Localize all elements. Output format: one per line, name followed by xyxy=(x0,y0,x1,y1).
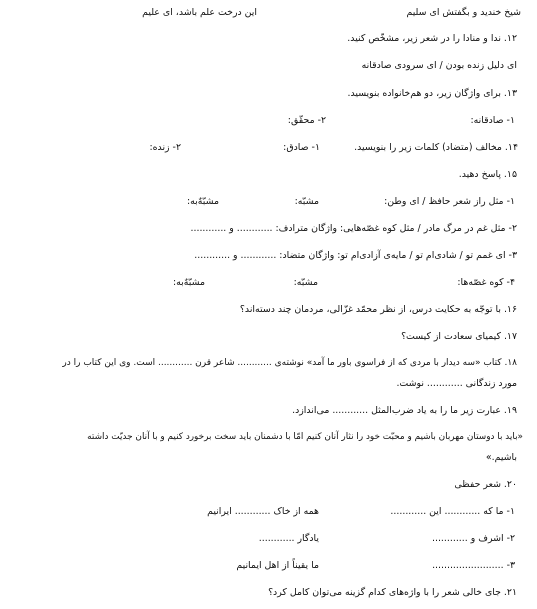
question-19-quote-end: باشیم.» xyxy=(485,452,517,463)
poem-line-left: این درخت علم باشد، ای علیم xyxy=(142,7,257,18)
question-15-item-4-mushabbah: مشبّه: xyxy=(293,277,318,288)
memorized-poem-1-right: ۱- ما که ............ این ............ xyxy=(390,506,515,517)
question-16: ۱۶. با توجّه به حکایت درس، از نظر محمّد غزّالی، مردمان چند دسته‌اند؟ xyxy=(239,304,517,315)
question-15: ۱۵. پاسخ دهید. xyxy=(458,169,517,180)
question-13: ۱۳. برای واژگان زیر، دو هم‌خانواده بنویسید. xyxy=(347,88,517,99)
question-15-item-1-mushabbah: مشبّه: xyxy=(294,196,319,207)
question-15-item-3: ۳- ای غمم تو / شادی‌ام تو / مایه‌ی آزادی‌ام تو: واژگان متضاد: ............ و ............ xyxy=(194,250,517,261)
question-15-item-2: ۲- مثل غم در مرگ مادر / مثل کوه غصّه‌هایی: واژگان مترادف: ............ و ............ xyxy=(190,223,517,234)
memorized-poem-2-left: یادگار ............ xyxy=(258,533,319,544)
question-21: ۲۱. جای خالی شعر را با واژه‌های کدام گزینه می‌توان کامل کرد؟ xyxy=(268,587,517,598)
question-15-item-4-mushabbahun-bih: مشبّهٌ‌به: xyxy=(172,277,205,288)
question-12: ۱۲. ندا و منادا را در شعر زیر، مشخّص کنید. xyxy=(347,33,517,44)
question-14-item-2: ۲- زنده: xyxy=(149,142,181,153)
memorized-poem-1-left: همه از خاک ............ ایرانیم xyxy=(207,506,319,517)
question-15-item-4: ۴- کوه غصّه‌ها: xyxy=(457,277,515,288)
question-18-continued: مورد زندگانی ............ نوشت. xyxy=(396,378,517,389)
question-20: ۲۰. شعر حفظی xyxy=(454,479,517,490)
question-18: ۱۸. کتاب «سه دیدار با مردی که از فراسوی باور ما آمد» نوشته‌ی ............ شاعر قرن ............ است. وی این کتاب را در xyxy=(62,358,517,368)
question-14-item-1: ۱- صادق: xyxy=(283,142,320,153)
question-14: ۱۴. مخالف (متضاد) کلمات زیر را بنویسید. xyxy=(354,142,518,153)
question-17: ۱۷. کیمیای سعادت از کیست؟ xyxy=(401,331,517,342)
question-19-quote: «باید با دوستان مهربان باشیم و محبّت خود را نثار آنان کنیم امّا با دشمنان باید سخت برخورد کنیم و با آنان جدیّت داشته xyxy=(87,432,523,442)
memorized-poem-3-left: ما یقیناً از اهل ایمانیم xyxy=(236,560,319,571)
memorized-poem-2-right: ۲- اشرف و ............ xyxy=(431,533,515,544)
question-15-item-1-mushabbahun-bih: مشبّهٌ‌به: xyxy=(186,196,219,207)
question-15-item-1: ۱- مثل راز شعر حافظ / ای وطن: xyxy=(384,196,515,207)
question-19: ۱۹. عبارت زیر ما را به یاد ضرب‌المثل ............ می‌اندازد. xyxy=(292,405,517,416)
poem-line-right: شیخ خندید و بگفتش ای سلیم xyxy=(406,7,521,18)
question-12-poem: ای دلیل زنده بودن / ای سرودی صادقانه xyxy=(361,60,517,71)
question-13-item-1: ۱- صادقانه: xyxy=(470,115,515,126)
memorized-poem-3-right: ۳- ........................ xyxy=(432,560,515,571)
question-13-item-2: ۲- محقّق: xyxy=(287,115,326,126)
